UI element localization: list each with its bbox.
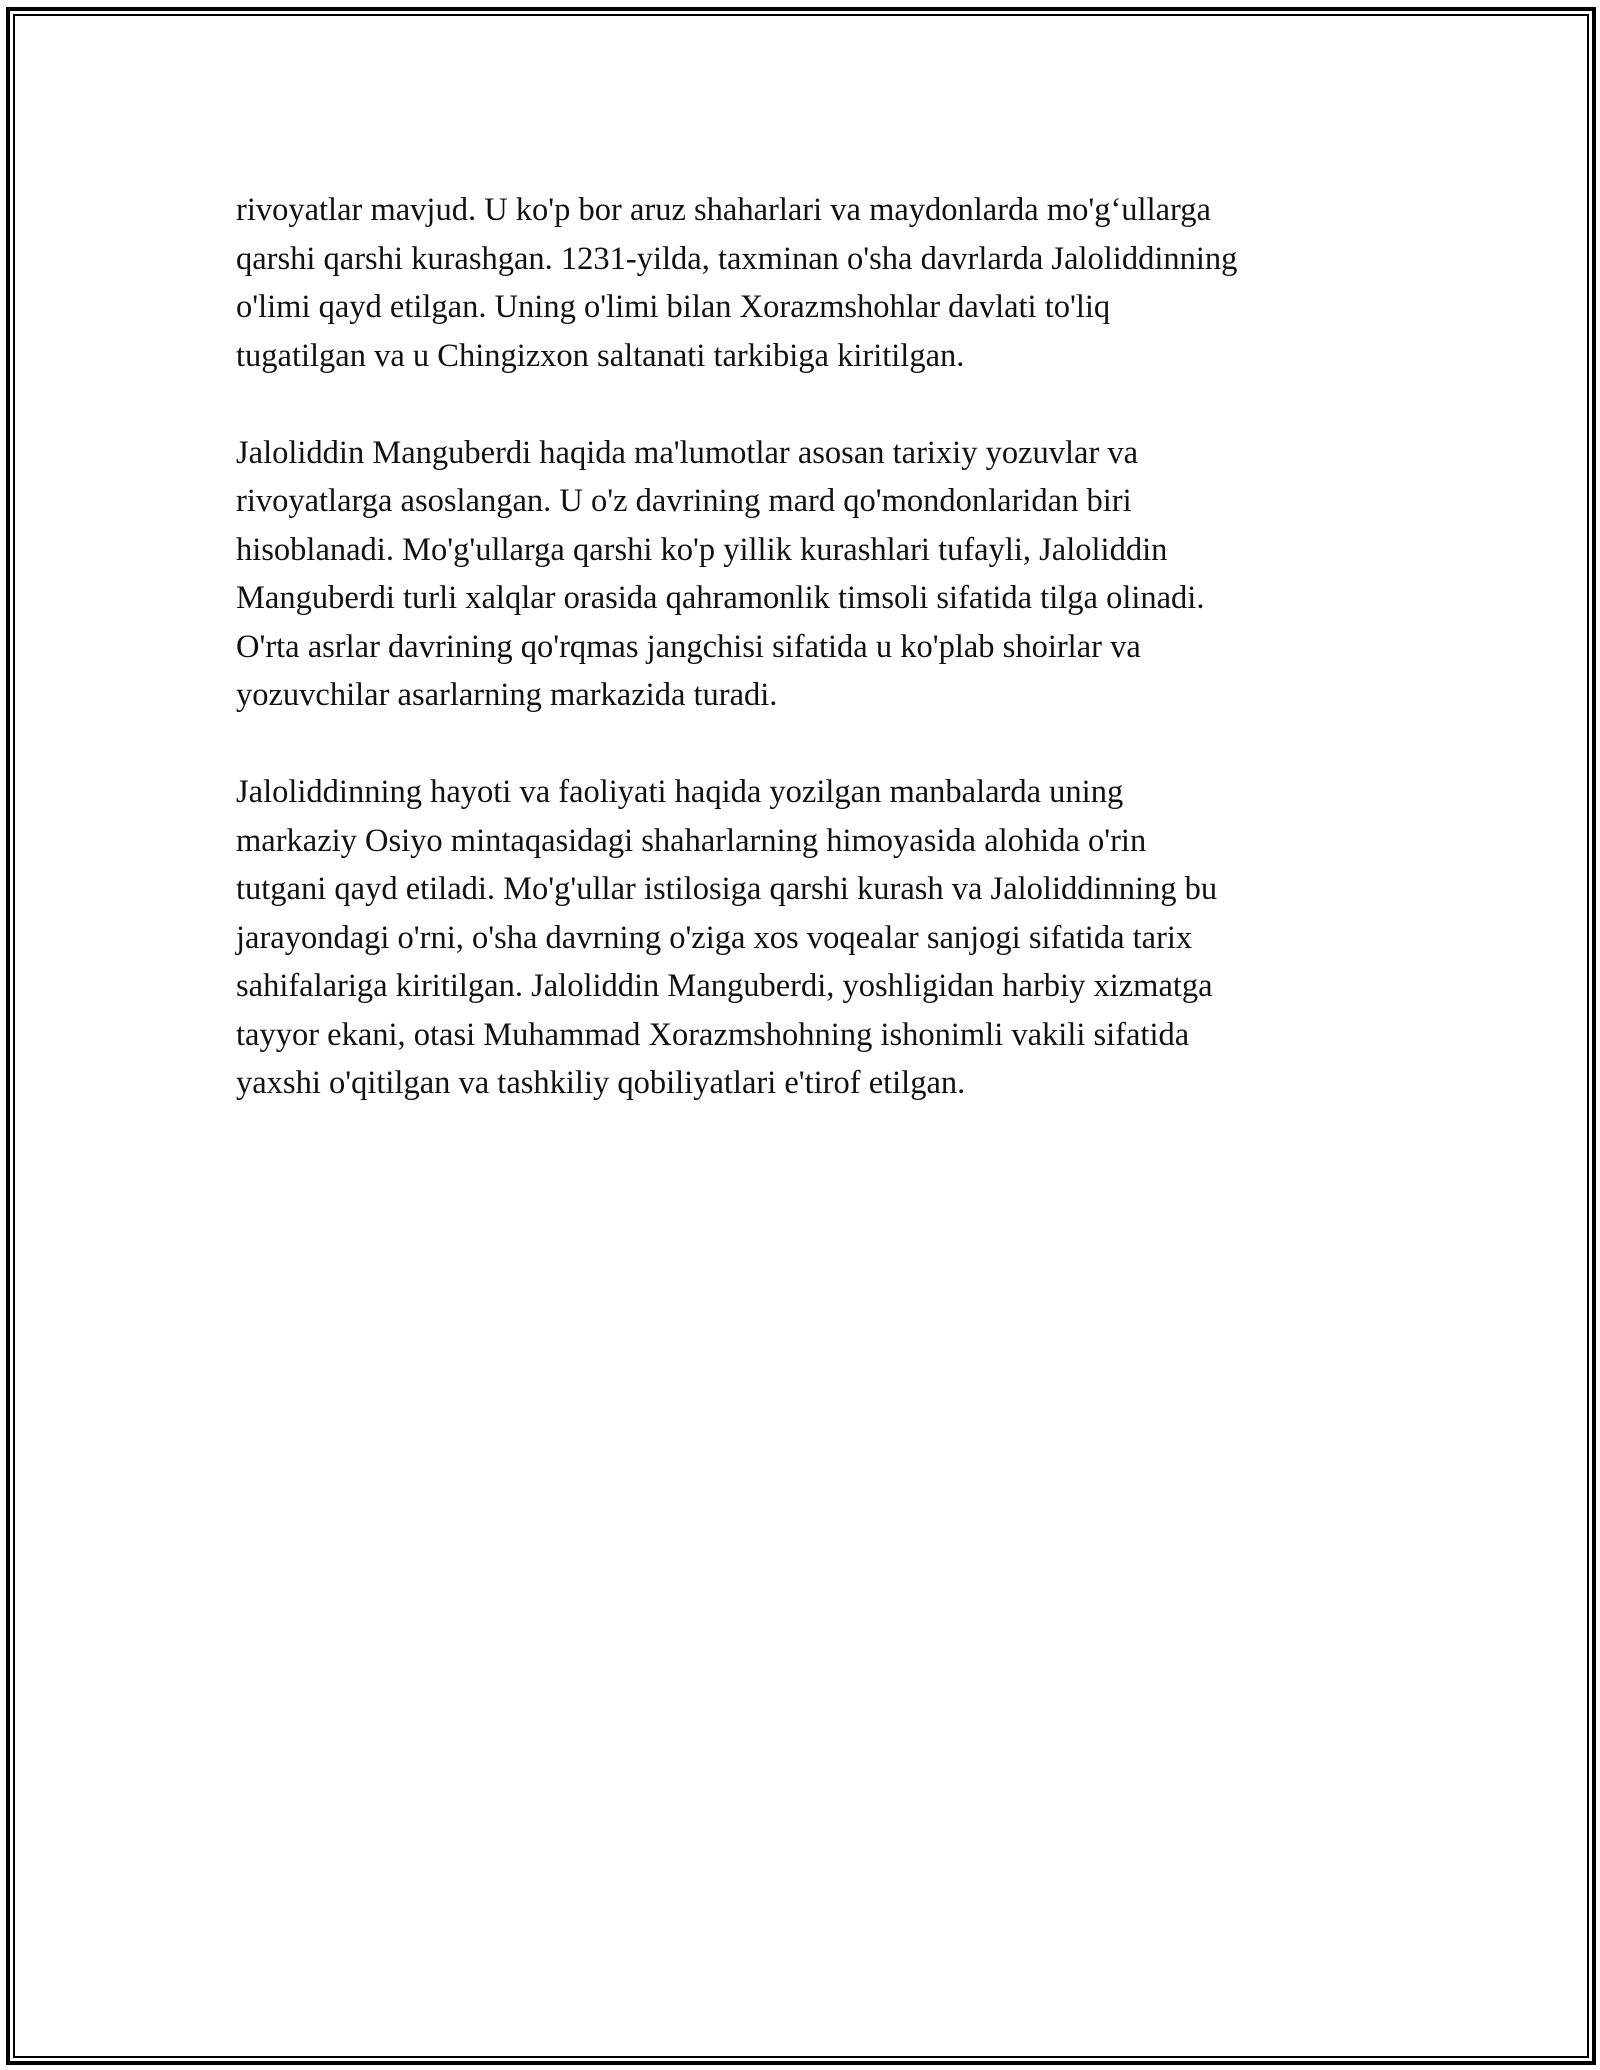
text-line: rivoyatlarga asoslangan. U o'z davrining mard qo'mondonlaridan biri: [236, 483, 1132, 519]
text-line: tugatilgan va u Chingizxon saltanati tarkibiga kiritilgan.: [236, 337, 965, 374]
text-line: hisoblanadi. Mo'g'ullarga qarshi ko'p yillik kurashlari tufayli, Jaloliddin: [236, 531, 1168, 568]
paragraph-2: [236, 429, 1416, 720]
text-line: yaxshi o'qitilgan va tashkiliy qobiliyatlari e'tirof etilgan.: [236, 1065, 966, 1101]
paragraph-1: [236, 186, 1416, 380]
text-line: jarayondagi o'rni, o'sha davrning o'ziga xos voqealar sanjogi sifatida tarix: [236, 919, 1193, 956]
text-line: Jaloliddinning hayoti va faoliyati haqida yozilgan manbalarda uning: [236, 774, 1124, 810]
text-line: o'limi qayd etilgan. Uning o'limi bilan Xorazmshohlar davlati to'liq: [236, 289, 1111, 325]
paragraph-3: [236, 768, 1416, 1108]
text-line: markaziy Osiyo mintaqasidagi shaharlarning himoyasida alohida o'rin: [236, 822, 1147, 859]
text-line: tayyor ekani, otasi Muhammad Xorazmshohning ishonimli vakili sifatida: [236, 1016, 1190, 1053]
text-line: qarshi qarshi kurashgan. 1231-yilda, taxminan o'sha davrlarda Jaloliddinning: [236, 240, 1238, 277]
text-line: sahifalariga kiritilgan. Jaloliddin Manguberdi, yoshligidan harbiy xizmatga: [236, 968, 1213, 1004]
document-body: [236, 186, 1416, 1156]
text-line: Manguberdi turli xalqlar orasida qahramonlik timsoli sifatida tilga olinadi.: [236, 580, 1205, 616]
text-line: rivoyatlar mavjud. U ko'p bor aruz shaharlari va maydonlarda mo'g‘ullarga: [236, 192, 1211, 228]
text-line: O'rta asrlar davrining qo'rqmas jangchisi sifatida u ko'plab shoirlar va: [236, 628, 1141, 665]
text-line: Jaloliddin Manguberdi haqida ma'lumotlar asosan tarixiy yozuvlar va: [236, 434, 1139, 471]
text-line: yozuvchilar asarlarning markazida turadi.: [236, 677, 778, 713]
text-line: tutgani qayd etiladi. Mo'g'ullar istilosiga qarshi kurash va Jaloliddinning bu: [236, 871, 1218, 907]
